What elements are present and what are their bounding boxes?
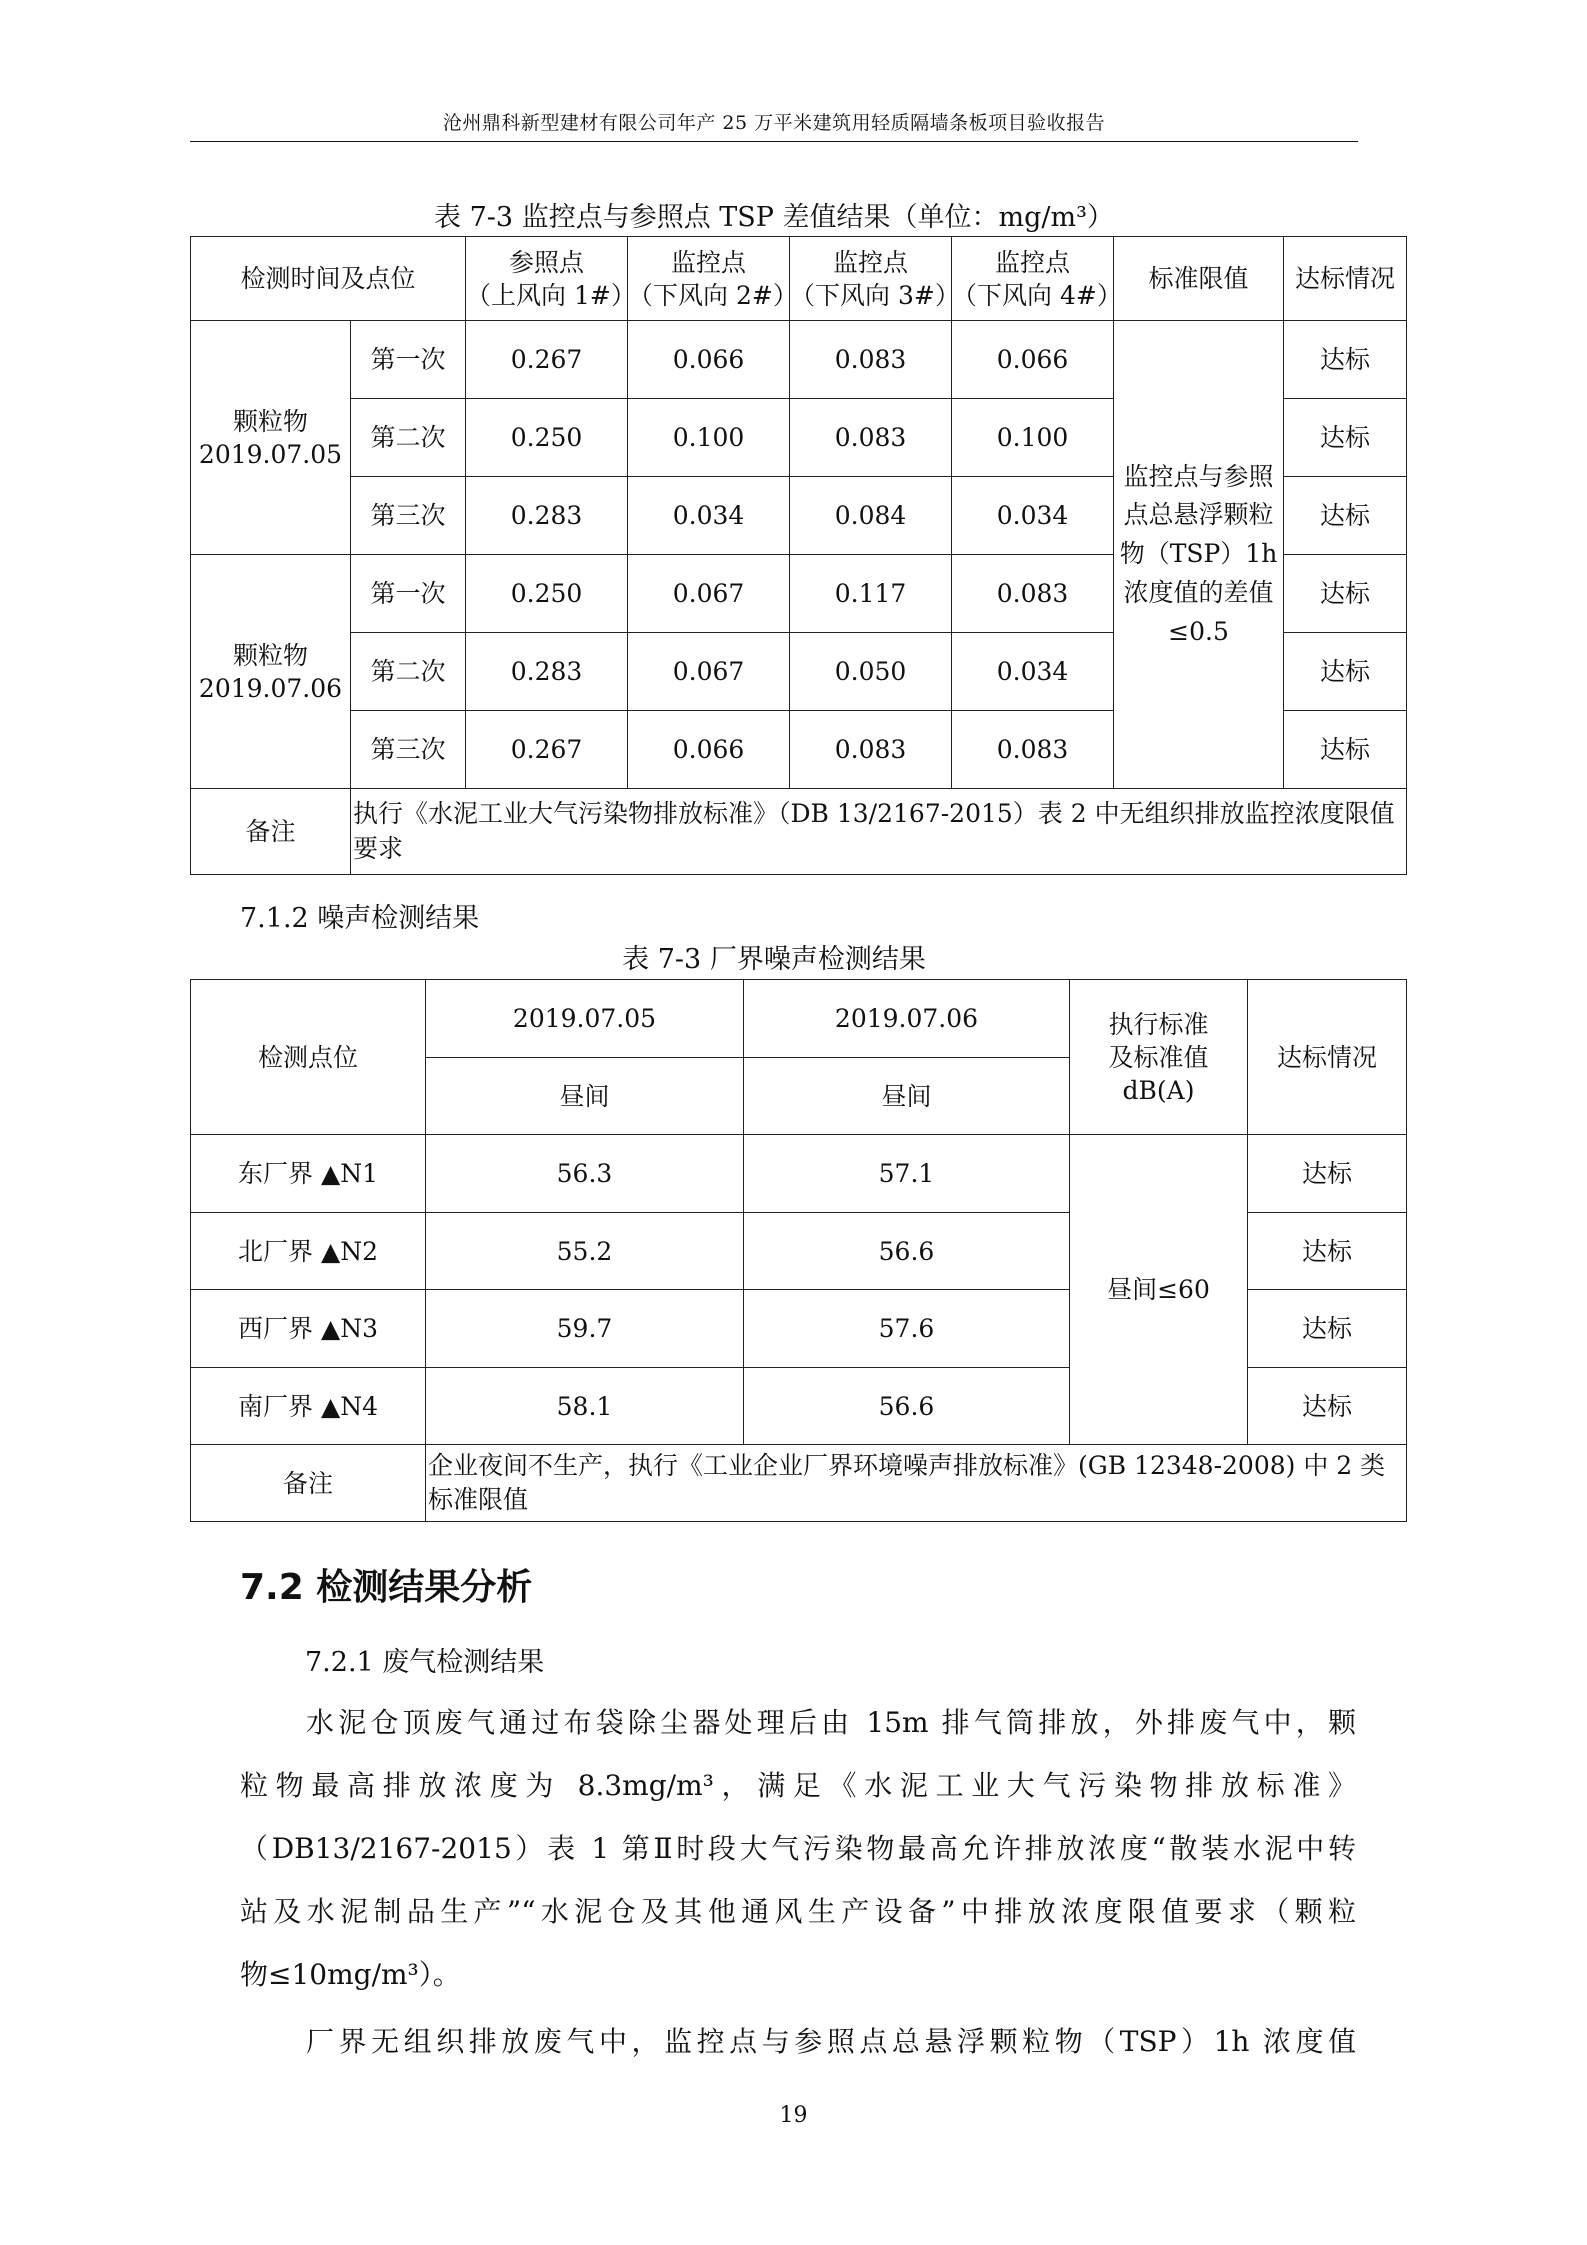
value-cell: 0.100: [952, 399, 1114, 477]
location-cell: 北厂界 ▲N2: [191, 1213, 426, 1290]
row-label: 第一次: [351, 555, 466, 633]
value-cell: 0.034: [952, 477, 1114, 555]
paragraph-line: 水泥仓顶废气通过布袋除尘器处理后由 15m 排气筒排放，外排废气中，颗: [306, 1706, 1356, 1739]
header-reference-point: 参照点 （上风向 1#）: [466, 237, 628, 321]
paragraph-line: 物≤10mg/m³）。: [240, 1958, 461, 1991]
note-text: 执行《水泥工业大气污染物排放标准》（DB 13/2167-2015）表 2 中无组织排放监控浓度限值要求: [351, 789, 1407, 875]
value-cell: 0.083: [952, 711, 1114, 789]
value-cell: 56.3: [426, 1135, 744, 1213]
value-cell: 0.067: [628, 555, 790, 633]
status-cell: 达标: [1284, 555, 1407, 633]
header-monitor-point-4: 监控点 （下风向 4#）: [952, 237, 1114, 321]
value-cell: 0.100: [628, 399, 790, 477]
location-cell: 东厂界 ▲N1: [191, 1135, 426, 1213]
value-cell: 57.6: [744, 1290, 1070, 1368]
value-cell: 58.1: [426, 1368, 744, 1445]
value-cell: 0.034: [952, 633, 1114, 711]
status-cell: 达标: [1284, 477, 1407, 555]
group-label: 颗粒物 2019.07.06: [191, 555, 351, 789]
page-number: 19: [779, 2103, 808, 2128]
table-row: [191, 321, 1407, 399]
header-date-1: 2019.07.05: [426, 980, 744, 1058]
status-cell: 达标: [1248, 1213, 1407, 1290]
row-label: 第一次: [351, 321, 466, 399]
page-header: 沧州鼎科新型建材有限公司年产 25 万平米建筑用轻质隔墙条板项目验收报告: [442, 112, 1106, 134]
status-cell: 达标: [1284, 399, 1407, 477]
value-cell: 55.2: [426, 1213, 744, 1290]
paragraph-line: （DB13/2167-2015）表 1 第Ⅱ时段大气污染物最高允许排放浓度“散装水泥中转: [240, 1832, 1356, 1865]
value-cell: 0.083: [790, 711, 952, 789]
status-cell: 达标: [1284, 321, 1407, 399]
header-location: 检测点位: [191, 980, 426, 1135]
location-cell: 南厂界 ▲N4: [191, 1368, 426, 1445]
analysis-paragraph-1: [240, 1691, 1356, 2006]
value-cell: 0.117: [790, 555, 952, 633]
note-label: 备注: [191, 1445, 426, 1522]
row-label: 第二次: [351, 399, 466, 477]
table1-caption: 表 7-3 监控点与参照点 TSP 差值结果（单位：mg/m³）: [434, 202, 1114, 233]
value-cell: 0.066: [952, 321, 1114, 399]
value-cell: 59.7: [426, 1290, 744, 1368]
value-cell: 0.250: [466, 555, 628, 633]
value-cell: 0.267: [466, 711, 628, 789]
value-cell: 0.083: [790, 321, 952, 399]
value-cell: 56.6: [744, 1368, 1070, 1445]
paragraph-line: 厂界无组织排放废气中，监控点与参照点总悬浮颗粒物（TSP）1h 浓度值: [306, 2025, 1356, 2058]
noise-results-table: [190, 979, 1407, 1522]
value-cell: 57.1: [744, 1135, 1070, 1213]
row-label: 第三次: [351, 477, 466, 555]
standard-limit-cell: 监控点与参照 点总悬浮颗粒 物（TSP）1h 浓度值的差值 ≤0.5: [1114, 321, 1284, 789]
value-cell: 0.067: [628, 633, 790, 711]
status-cell: 达标: [1284, 711, 1407, 789]
paragraph-line: 站及水泥制品生产”“水泥仓及其他通风生产设备”中排放浓度限值要求（颗粒: [240, 1895, 1356, 1928]
value-cell: 0.066: [628, 321, 790, 399]
value-cell: 0.050: [790, 633, 952, 711]
analysis-paragraph-2: [240, 2010, 1356, 2073]
value-cell: 0.083: [952, 555, 1114, 633]
value-cell: 0.034: [628, 477, 790, 555]
value-cell: 56.6: [744, 1213, 1070, 1290]
header-period-1: 昼间: [426, 1058, 744, 1135]
header-rule: [190, 141, 1358, 142]
status-cell: 达标: [1248, 1368, 1407, 1445]
header-time-location: 检测时间及点位: [191, 237, 466, 321]
header-standard-limit: 标准限值: [1114, 237, 1284, 321]
noise-limit-cell: 昼间≤60: [1070, 1135, 1248, 1445]
row-label: 第二次: [351, 633, 466, 711]
paragraph-line: 粒物最高排放浓度为 8.3mg/m³，满足《水泥工业大气污染物排放标准》: [240, 1769, 1356, 1802]
header-compliance: 达标情况: [1284, 237, 1407, 321]
header-period-2: 昼间: [744, 1058, 1070, 1135]
value-cell: 0.066: [628, 711, 790, 789]
section-7-1-2-heading: 7.1.2 噪声检测结果: [240, 903, 480, 934]
status-cell: 达标: [1284, 633, 1407, 711]
header-standard: 执行标准 及标准值 dB(A): [1070, 980, 1248, 1135]
header-monitor-point-2: 监控点 （下风向 2#）: [628, 237, 790, 321]
group-label: 颗粒物 2019.07.05: [191, 321, 351, 555]
row-label: 第三次: [351, 711, 466, 789]
section-7-2-1-heading: 7.2.1 废气检测结果: [305, 1647, 545, 1678]
value-cell: 0.084: [790, 477, 952, 555]
value-cell: 0.267: [466, 321, 628, 399]
value-cell: 0.283: [466, 477, 628, 555]
table-row: [191, 1135, 1407, 1213]
section-7-2-heading: 7.2 检测结果分析: [240, 1567, 533, 1608]
header-date-2: 2019.07.06: [744, 980, 1070, 1058]
status-cell: 达标: [1248, 1290, 1407, 1368]
tsp-difference-table: [190, 236, 1407, 875]
note-label: 备注: [191, 789, 351, 875]
location-cell: 西厂界 ▲N3: [191, 1290, 426, 1368]
value-cell: 0.083: [790, 399, 952, 477]
status-cell: 达标: [1248, 1135, 1407, 1213]
header-compliance: 达标情况: [1248, 980, 1407, 1135]
value-cell: 0.283: [466, 633, 628, 711]
table2-caption: 表 7-3 厂界噪声检测结果: [622, 944, 926, 975]
value-cell: 0.250: [466, 399, 628, 477]
note-text: 企业夜间不生产，执行《工业企业厂界环境噪声排放标准》(GB 12348-2008) 中 2 类标准限值: [426, 1445, 1407, 1522]
header-monitor-point-3: 监控点 （下风向 3#）: [790, 237, 952, 321]
